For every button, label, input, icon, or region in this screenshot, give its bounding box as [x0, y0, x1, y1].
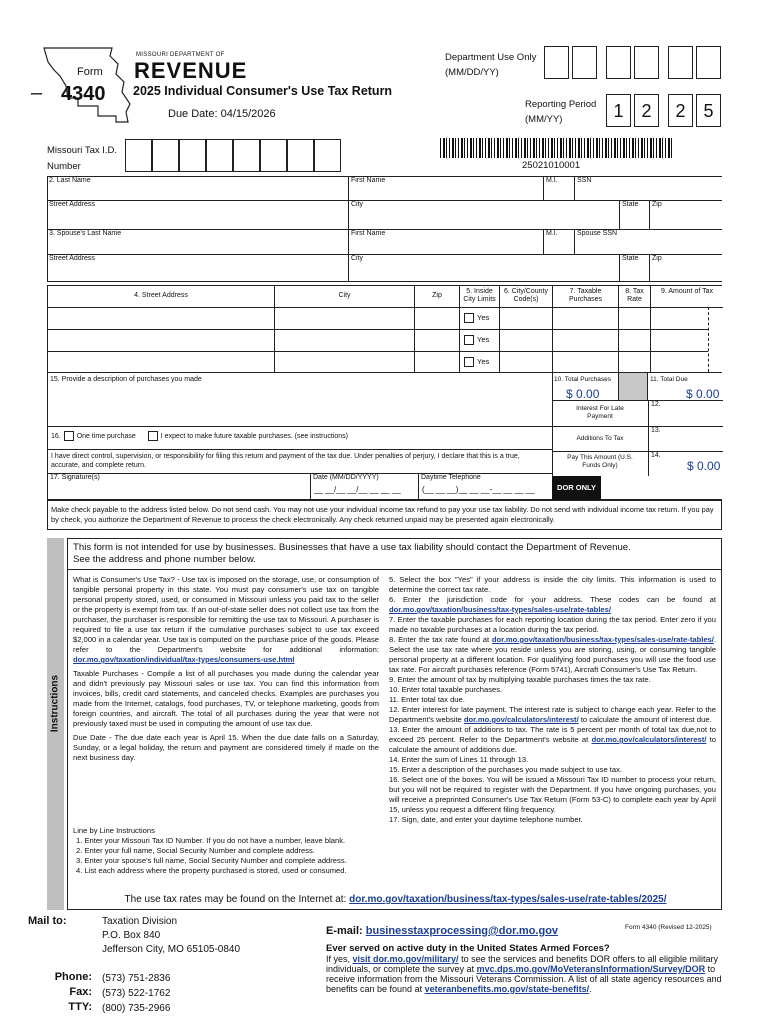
total-due-cell[interactable]	[648, 373, 723, 400]
barcode-number: 25021010001	[522, 160, 581, 171]
instructions-sidebar	[47, 538, 64, 910]
line13-desc: Additions To Tax	[576, 435, 624, 442]
barcode	[440, 138, 672, 158]
line11-value: $ 0.00	[686, 387, 720, 401]
spouse-first-label: First Name	[351, 230, 386, 237]
line14-desc: Pay This Amount (U.S. Funds Only)	[567, 454, 633, 469]
phone-blank: (__ __ __)__ __ __-__ __ __ __	[422, 485, 535, 494]
ssn-label: SSN	[577, 177, 592, 184]
reporting-period-boxes: 1 2 2 5	[606, 94, 726, 128]
first-name-label: First Name	[351, 177, 386, 184]
dept-use-format: (MM/DD/YY)	[445, 67, 499, 78]
business-notice: This form is not intended for use by businesses. Businesses that have a use tax liability should contact the Department of Revenue. See the address and phone number below.	[73, 542, 631, 565]
contact-labels: Phone: Fax: TTY:	[54, 971, 92, 1013]
spouse-state-label: State	[622, 255, 639, 262]
line14-label: 14.	[651, 452, 661, 459]
mailing-address: Taxation Division P.O. Box 840 Jefferson City, MO 65105-0840	[102, 916, 241, 955]
row-spouse-name[interactable]	[47, 229, 722, 254]
state-label: State	[622, 201, 639, 208]
tty-number: (800) 735-2966	[102, 1003, 171, 1014]
instructions-left-column: What is Consumer's Use Tax? - Use tax is imposed on the storage, use, or consumption of tangible personal property in this state. You must pay consumer's use tax on tangible personal property stored, used, or consumed in Missouri unless you paid tax to the seller or the property is exempt from tax. If an out-of-state seller does not collect use tax from the purchaser, the purchaser is responsible for remitting the use tax to Missouri. A purchaser is required to file a use tax return if the cumulative purchases subject to use tax exceed $2,000 in a calendar year. Use tax is computed on the purchase price of the goods. Please refer to the Department's website for additional information: dor.mo.gov/taxation/individual/tax-types/consumers-use.html Taxable Purchases - Compile a list of all purchases you made during the calendar year and didn't previously pay Missouri sales or use tax. You can find this information from invoices, bills, credit card statements, and canceled checks. Examples are purchases you made from the Internet, catalogs, food purchases, TV, or telephone marketing, goods from foreign countries, and aircraft. The total of all purchases during the year that were not previously taxed must be used in computing the amount of use tax due. Due Date - The due date each year is April 15. When the due date falls on a Saturday, Sunday, or a legal holiday, the return and payment are considered timely if made on the next business day.	[73, 575, 379, 762]
signature-field[interactable]	[48, 473, 310, 500]
consumers-use-link[interactable]: dor.mo.gov/taxation/individual/tax-types/consumers-use.html	[73, 655, 295, 664]
reporting-period-label: Reporting Period	[525, 99, 597, 110]
rate-tables-link-1[interactable]: dor.mo.gov/taxation/business/tax-types/sales-use/rate-tables/	[389, 605, 611, 614]
spouse-last-label: 3. Spouse's Last Name	[49, 230, 122, 237]
spouse-zip-label: Zip	[652, 255, 662, 262]
rates-line: The use tax rates may be found on the Internet at: dor.mo.gov/taxation/business/tax-types/sales-use/rate-tables/2025/	[124, 894, 667, 905]
instructions-right-column: 5. Select the box "Yes" if your address is inside the city limits. This information is used to determine the correct tax rate. 6. Enter the jurisdiction code for your address. These codes can be found at dor.mo.gov/taxation/business/tax-types/sales-use/rate-tables/ 7. Enter the taxable purchases for each reporting location during the tax period. Enter zero if you made no taxable purchases at a location during the tax period. 8. Enter the tax rate found at dor.mo.gov/taxation/business/tax-types/sales-use/rate-tables/. Select the use tax rate where you reside unless you are storing, using, or consuming tangible personal property at a different location. For qualifying food purchases you will use the food use tax rate. For aircraft purchases reference (Form 5741), Aircraft Consumer's Use Tax Return. 9. Enter the amount of tax by multiplying taxable purchases times the tax rate. 10. Enter total taxable purchases. 11. Enter total tax due. 12. Enter interest for late payment. The interest rate is subject to change each year. Refer to the Department's website dor.mo.gov/calculators/interest/ to calculate the amount of interest due. 13. Enter the amount of additions to tax. The rate is 5 percent per month of total tax due,not to exceed 25 percent. Refer to the Department's website at dor.mo.gov/calculators/interest/ to calculate the amount of additions due. 14. Enter the sum of Lines 11 through 13. 15. Enter a description of the purchases you made subject to use tax. 16. Select one of the boxes. You will be issued a Missouri Tax ID number to process your return, but you will not be required to register with the Department. If you have ongoing purchases, you will receive a preprinted Consumer's Use Tax Return (Form 53-C) to complete each year by April 15, unless you request a different filing frequency. 17. Sign, date, and enter your daytime telephone number.	[389, 575, 716, 824]
col-inside: 5. Inside City Limits	[459, 286, 499, 307]
future-purchases-checkbox[interactable]	[148, 431, 158, 441]
form-number: – 4340	[31, 82, 106, 105]
revenue-logo: REVENUE	[134, 58, 248, 83]
spouse-mi-label: M.I.	[546, 230, 558, 237]
veterans-survey-link[interactable]: mvc.dps.mo.gov/MoVeteransInformation/Survey/DOR	[476, 964, 706, 974]
date-label: Date (MM/DD/YYYY)	[313, 474, 379, 481]
col-amount: 9. Amount of Tax	[650, 286, 723, 307]
instructions-side-label: Instructions	[49, 674, 61, 733]
one-time-checkbox[interactable]	[64, 431, 74, 441]
dept-small-label: MISSOURI DEPARTMENT OF	[136, 52, 225, 58]
line14-value: $ 0.00	[687, 459, 721, 473]
purchase-table	[47, 285, 722, 373]
col-rate: 8. Tax Rate	[618, 286, 650, 307]
date-field[interactable]	[310, 473, 418, 500]
total-purchases-cell[interactable]	[552, 373, 618, 400]
military-notice: Ever served on active duty in the United States Armed Forces? If yes, visit dor.mo.gov/military/ to see the services and benefits DOR offers to all eligible military individuals, or complete the survey at mvc.dps.mo.gov/MoVeteransInformation/Survey/DOR to receive information from the Missouri Veterans Commission. A list of all state agency resources and benefits can be found at veteranbenefits.mo.gov/state-benefits/.	[326, 943, 722, 994]
perjury-statement: I have direct control, supervision, or responsibility for filing this return and payment of the tax due. Under penalties of perjury, I declare that this is a true, accurate, and complete return.	[51, 453, 520, 469]
phone-number: (573) 751-2836	[102, 973, 171, 984]
street-address-label: Street Address	[49, 201, 95, 208]
mail-to-label: Mail to:	[28, 915, 67, 927]
spouse-city-label: City	[351, 255, 364, 262]
taxid-label-1: Missouri Tax I.D.	[47, 145, 118, 156]
contact-numbers	[102, 971, 170, 1016]
phone-label: Daytime Telephone	[421, 474, 481, 481]
military-link[interactable]: visit dor.mo.gov/military/	[352, 954, 459, 964]
yes-checkbox-2[interactable]: Yes	[464, 335, 489, 345]
spouse-street-label: Street Address	[49, 255, 95, 262]
email-line: E-mail: businesstaxprocessing@dor.mo.gov	[326, 925, 559, 937]
col-city: City	[274, 286, 414, 307]
form-title: 2025 Individual Consumer's Use Tax Return	[133, 84, 393, 98]
dept-use-boxes	[544, 46, 724, 80]
dept-use-label: Department Use Only	[445, 52, 537, 63]
taxid-boxes[interactable]	[125, 139, 355, 173]
email-link[interactable]: businesstaxprocessing@dor.mo.gov	[365, 925, 559, 937]
signature-label: 17. Signature(s)	[50, 474, 100, 481]
totals-area	[47, 373, 722, 500]
line10-value: $ 0.00	[566, 387, 600, 401]
yes-checkbox-3[interactable]: Yes	[464, 357, 489, 367]
phone-field[interactable]	[418, 473, 552, 500]
state-benefits-link[interactable]: veteranbenefits.mo.gov/state-benefits/	[424, 984, 590, 994]
dor-only-box: DOR ONLY	[552, 476, 601, 500]
interest-calculator-link-2[interactable]: dor.mo.gov/calculators/interest/	[591, 735, 707, 744]
line-by-line-list: Line by Line Instructions 1. Enter your Missouri Tax ID Number. If you do not have a number, leave blank. 2. Enter your full name, Social Security Number and complete address. 3. Enter your spouse's full name, Social Security Number and complete address. 4. List each address where the property purchased is stored, used or consumed.	[73, 826, 347, 875]
form-word: Form	[77, 66, 103, 78]
interest-calculator-link-1[interactable]: dor.mo.gov/calculators/interest/	[463, 715, 579, 724]
yes-checkbox-1[interactable]: Yes	[464, 313, 489, 323]
taxid-label-2: Number	[47, 161, 81, 172]
line16-options: 16. One time purchase I expect to make future taxable purchases. (see instructions)	[51, 432, 348, 440]
col-street: 4. Street Address	[134, 292, 188, 299]
row-spouse-address[interactable]	[47, 254, 722, 282]
date-blank: __ __/__ __/__ __ __ __	[314, 485, 401, 494]
rate-tables-link-2[interactable]: dor.mo.gov/taxation/business/tax-types/sales-use/rate-tables/	[491, 635, 714, 644]
line11-label: 11. Total Due	[650, 376, 688, 383]
interest-cell[interactable]	[648, 400, 723, 426]
row-name[interactable]	[47, 176, 722, 200]
reporting-period-format: (MM/YY)	[525, 114, 563, 125]
col-taxable: 7. Taxable Purchases	[552, 286, 618, 307]
rate-tables-2025-link[interactable]: dor.mo.gov/taxation/business/tax-types/sales-use/rate-tables/2025/	[349, 894, 667, 905]
col-code: 6. City/County Code(s)	[499, 286, 552, 307]
additions-cell[interactable]	[648, 426, 723, 451]
fax-number: (573) 522-1762	[102, 988, 171, 999]
line15-label: 15. Provide a description of purchases you made	[50, 376, 202, 383]
line12-desc: Interest For Late Payment	[576, 405, 624, 420]
line10-label: 10. Total Purchases	[554, 376, 611, 383]
last-name-label: 2. Last Name	[49, 177, 91, 184]
spouse-ssn-label: Spouse SSN	[577, 230, 618, 237]
line12-label: 12.	[651, 401, 661, 408]
col-zip: Zip	[414, 286, 459, 307]
form-revision: Form 4340 (Revised 12-2025)	[625, 924, 712, 931]
mi-label: M.I.	[546, 177, 558, 184]
line13-label: 13.	[651, 427, 661, 434]
check-notice: Make check payable to the address listed below. Do not send cash. You may not use your individual income tax refund to pay your use tax liability. Do not send with individual income tax return. If you pay by check, you authorize the Department of Revenue to process the check electronically. Any check returned unpaid may be presented again electronically.	[47, 500, 722, 530]
zip-label: Zip	[652, 201, 662, 208]
due-date: Due Date: 04/15/2026	[168, 108, 276, 120]
pay-amount-cell[interactable]	[648, 451, 723, 476]
row-address[interactable]	[47, 200, 722, 229]
city-label: City	[351, 201, 364, 208]
